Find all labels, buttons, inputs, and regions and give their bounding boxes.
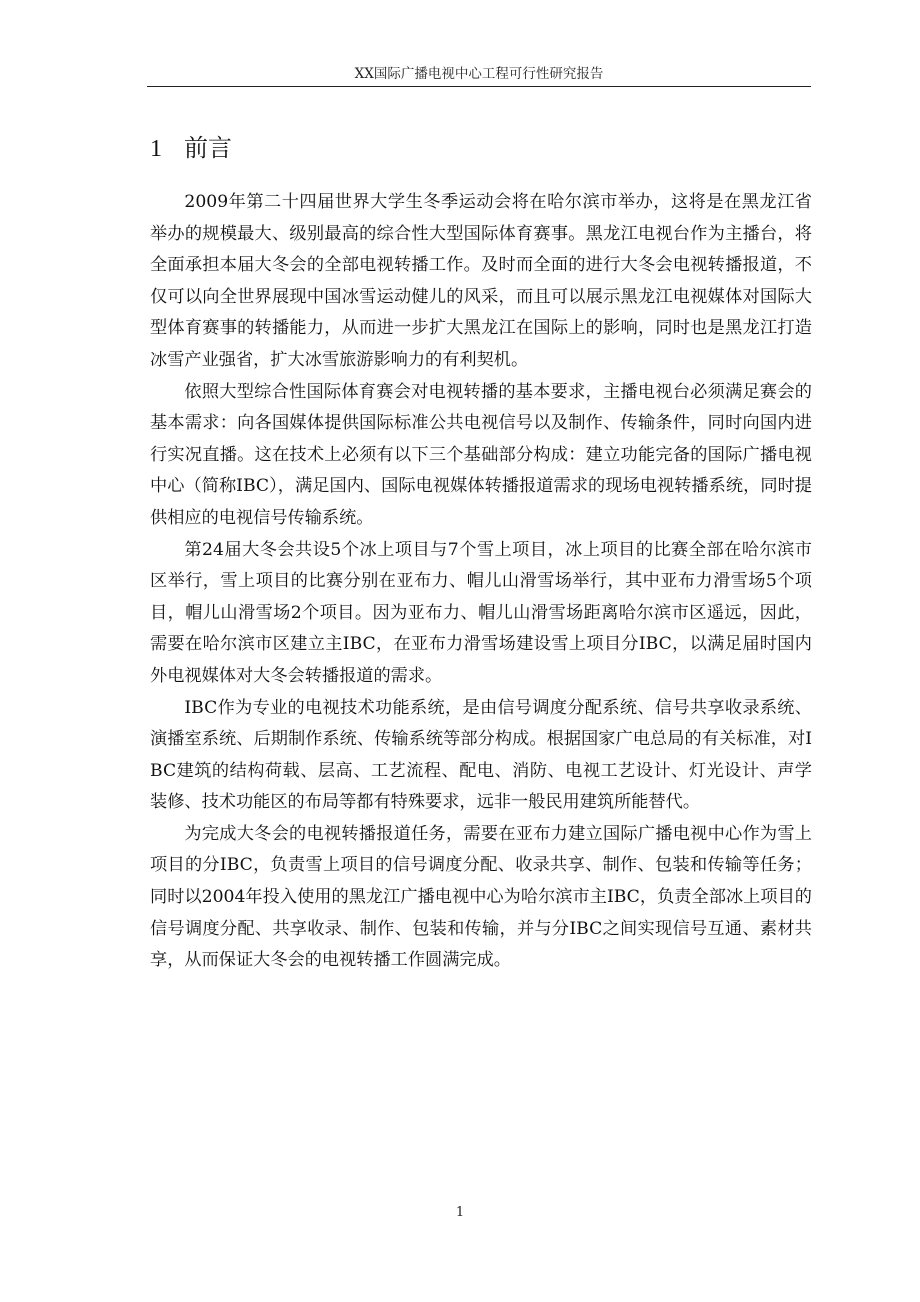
paragraph-1: 2009年第二十四届世界大学生冬季运动会将在哈尔滨市举办，这将是在黑龙江省举办的规模最大、级别最高的综合性大型国际体育赛事。黑龙江电视台作为主播台，将全面承担本届大冬会的全部电视转播工作。及时而全面的进行大冬会电视转播报道，不仅可以向全世界展现中国冰雪运动健儿的风采，而且可以展示黑龙江电视媒体对国际大型体育赛事的转播能力，从而进一步扩大黑龙江在国际上的影响，同时也是黑龙江打造冰雪产业强省，扩大冰雪旅游影响力的有利契机。 — [150, 192, 812, 370]
section-number: 1 — [150, 136, 162, 162]
paragraph-3: 第24届大冬会共设5个冰上项目与7个雪上项目，冰上项目的比赛全部在哈尔滨市区举行，雪上项目的比赛分别在亚布力、帽儿山滑雪场举行，其中亚布力滑雪场5个项目，帽儿山滑雪场2个项目。因为亚布力、帽儿山滑雪场距离哈尔滨市区遥远，因此，需要在哈尔滨市区建立主IBC，在亚布力滑雪场建设雪上项目分IBC，以满足届时国内外电视媒体对大冬会转播报道的需求。 — [150, 539, 812, 686]
page-number: 1 — [455, 1205, 465, 1220]
body-text — [150, 187, 812, 977]
paragraph-4: IBC作为专业的电视技术功能系统，是由信号调度分配系统、信号共享收录系统、演播室系统、后期制作系统、传输系统等部分构成。根据国家广电总局的有关标准，对IBC建筑的结构荷载、层高、工艺流程、配电、消防、电视工艺设计、灯光设计、声学装修、技术功能区的布局等都有特殊要求，远非一般民用建筑所能替代。 — [150, 697, 812, 813]
running-header-title: XX国际广播电视中心工程可行性研究报告 — [354, 66, 604, 82]
section-heading — [150, 131, 232, 166]
paragraph-2: 依照大型综合性国际体育赛会对电视转播的基本要求，主播电视台必须满足赛会的基本需求：向各国媒体提供国际标准公共电视信号以及制作、传输条件，同时向国内进行实况直播。这在技术上必须有以下三个基础部分构成：建立功能完备的国际广播电视中心（简称IBC），满足国内、国际电视媒体转播报道需求的现场电视转播系统，同时提供相应的电视信号传输系统。 — [150, 381, 812, 528]
running-header — [147, 64, 811, 87]
paragraph-5: 为完成大冬会的电视转播报道任务，需要在亚布力建立国际广播电视中心作为雪上项目的分IBC，负责雪上项目的信号调度分配、收录共享、制作、包装和传输等任务；同时以2004年投入使用的黑龙江广播电视中心为哈尔滨市主IBC，负责全部冰上项目的信号调度分配、共享收录、制作、包装和传输，并与分IBC之间实现信号互通、素材共享，从而保证大冬会的电视转播工作圆满完成。 — [150, 823, 812, 971]
section-title: 前言 — [184, 134, 232, 162]
